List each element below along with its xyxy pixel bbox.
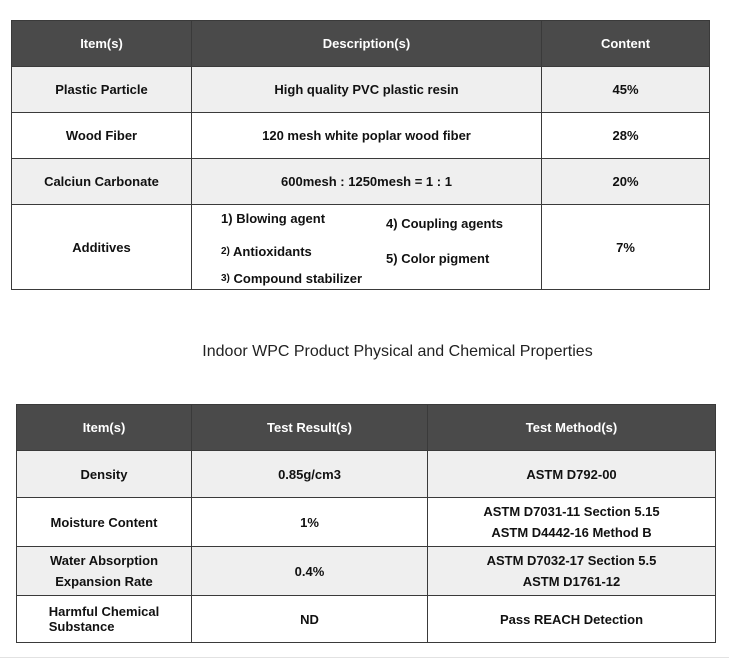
- method-cell: ASTM D7032-17 Section 5.5 ASTM D1761-12: [428, 547, 716, 596]
- table-row: [17, 451, 716, 498]
- table-row: [17, 547, 716, 596]
- item-cell: Moisture Content: [17, 498, 192, 547]
- section-title: Indoor WPC Product Physical and Chemical Properties: [202, 343, 593, 360]
- item-cell: Calciun Carbonate: [12, 159, 192, 205]
- properties-table: [16, 404, 716, 643]
- item-cell: Harmful Chemical Substance: [17, 596, 192, 643]
- additive-item: 1) Blowing agent: [221, 211, 326, 226]
- header-description: Description(s): [192, 21, 542, 67]
- result-cell: ND: [192, 596, 428, 643]
- table-row: [12, 113, 710, 159]
- item-cell: Water Absorption Expansion Rate: [17, 547, 192, 596]
- method-cell: ASTM D792-00: [428, 451, 716, 498]
- description-cell: 120 mesh white poplar wood fiber: [192, 113, 542, 159]
- header-test-result: Test Result(s): [192, 405, 428, 451]
- composition-table: [11, 20, 710, 290]
- item-cell: Density: [17, 451, 192, 498]
- table-row: [12, 67, 710, 113]
- additive-item: $^{2)}$ Antioxidants: [221, 244, 312, 259]
- item-cell: Additives: [12, 205, 192, 290]
- result-cell: 1%: [192, 498, 428, 547]
- header-item: Item(s): [17, 405, 192, 451]
- content-cell: 20%: [542, 159, 710, 205]
- table-header-row: [17, 405, 716, 451]
- table-row: [12, 159, 710, 205]
- item-cell: Wood Fiber: [12, 113, 192, 159]
- additive-item: 4) Coupling agents: [386, 216, 504, 231]
- content-cell: 45%: [542, 67, 710, 113]
- table-row: [17, 596, 716, 643]
- header-item: Item(s): [12, 21, 192, 67]
- additive-item: 5) Color pigment: [386, 251, 490, 266]
- header-test-method: Test Method(s): [428, 405, 716, 451]
- content-cell: 7%: [542, 205, 710, 290]
- header-content: Content: [542, 21, 710, 67]
- item-cell: Plastic Particle: [12, 67, 192, 113]
- content-cell: 28%: [542, 113, 710, 159]
- additives-list: [192, 205, 542, 290]
- method-cell: ASTM D7031-11 Section 5.15 ASTM D4442-16 Method B: [428, 498, 716, 547]
- table-row: [17, 498, 716, 547]
- additive-item: $^{3)}$ Compound stabilizer: [221, 271, 363, 286]
- description-cell: High quality PVC plastic resin: [192, 67, 542, 113]
- table-header-row: [12, 21, 710, 67]
- result-cell: 0.4%: [192, 547, 428, 596]
- description-cell: 600mesh : 1250mesh = 1 : 1: [192, 159, 542, 205]
- table-row: [12, 205, 710, 290]
- method-cell: Pass REACH Detection: [428, 596, 716, 643]
- result-cell: 0.85g/cm3: [192, 451, 428, 498]
- divider: [0, 657, 729, 658]
